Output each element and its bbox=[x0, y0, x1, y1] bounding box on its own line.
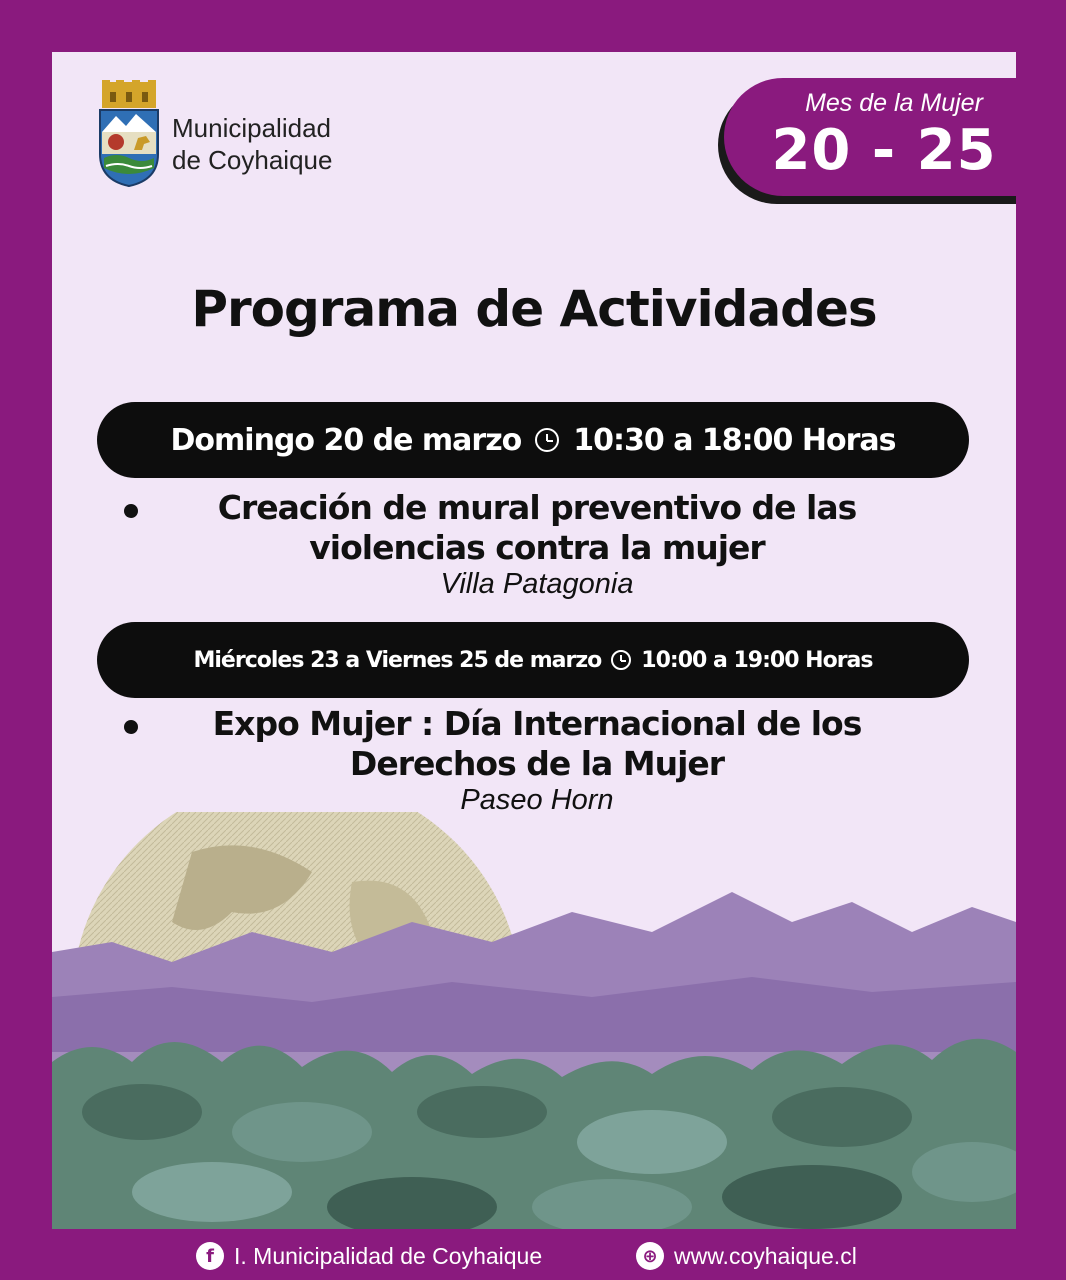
municipality-name-line2: de Coyhaique bbox=[172, 145, 333, 175]
event-2-activity bbox=[112, 704, 962, 784]
event-1-place: Villa Patagonia bbox=[440, 568, 634, 600]
municipality-name-line1: Municipalidad bbox=[172, 113, 331, 143]
facebook-text: I. Municipalidad de Coyhaique bbox=[234, 1242, 543, 1269]
badge-dates: 20 - 25 bbox=[771, 118, 997, 183]
coat-of-arms-icon bbox=[96, 80, 162, 188]
globe-icon: ⊕ bbox=[636, 1242, 664, 1270]
landscape-illustration bbox=[52, 812, 1016, 1229]
womens-month-badge bbox=[724, 78, 1016, 196]
event-2-date: Miércoles 23 a Viernes 25 de marzo bbox=[193, 647, 602, 673]
event-1-activity-line2: violencias contra la mujer bbox=[309, 528, 765, 567]
clock-icon bbox=[611, 650, 631, 670]
event-1-activity-line1: Creación de mural preventivo de las bbox=[217, 488, 857, 527]
page-title: Programa de Actividades bbox=[191, 280, 877, 338]
clock-icon bbox=[535, 428, 559, 452]
poster-panel bbox=[52, 52, 1016, 1229]
event-2-activity-line1: Expo Mujer : Día Internacional de los bbox=[212, 704, 862, 743]
event-2-activity-line2: Derechos de la Mujer bbox=[349, 744, 725, 783]
event-1-date: Domingo 20 de marzo bbox=[170, 422, 522, 458]
event-1-activity bbox=[112, 488, 962, 568]
facebook-link[interactable] bbox=[196, 1236, 542, 1276]
event-2-place: Paseo Horn bbox=[460, 784, 614, 816]
website-link[interactable] bbox=[636, 1236, 857, 1276]
event-1-date-pill bbox=[97, 402, 969, 478]
event-2-time: 10:00 a 19:00 Horas bbox=[641, 647, 873, 673]
badge-subtitle: Mes de la Mujer bbox=[805, 89, 983, 117]
footer bbox=[0, 1236, 1066, 1276]
foliage bbox=[52, 1039, 1016, 1229]
event-2-date-pill bbox=[97, 622, 969, 698]
website-text: www.coyhaique.cl bbox=[674, 1242, 857, 1269]
municipality-name bbox=[172, 112, 402, 176]
event-1-time: 10:30 a 18:00 Horas bbox=[573, 422, 896, 458]
municipality-logo bbox=[96, 80, 396, 190]
facebook-icon: f bbox=[196, 1242, 224, 1270]
